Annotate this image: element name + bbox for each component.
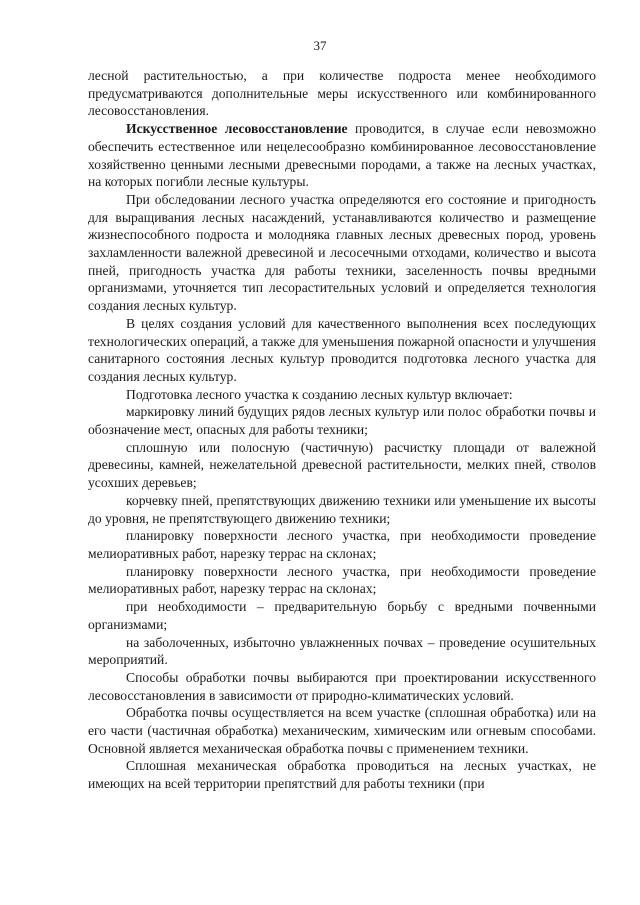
paragraph-text: проводится, в случае если невозможно обеспечить естественное или нецелесообразно комбинированное лесовосстановление хозяйственно ценными лесными древесными породами, а также на лесных участках, на которых погибли лесные культуры. xyxy=(88,121,596,190)
paragraph: Сплошная механическая обработка проводиться на лесных участках, не имеющих на всей территории препятствий для работы техники (при xyxy=(88,758,596,792)
paragraph: Подготовка лесного участка к созданию лесных культур включает: xyxy=(126,386,513,402)
bold-term: Искусственное лесовосстановление xyxy=(126,121,348,137)
list-item: при необходимости – предварительную борьбу с вредными почвенными организмами; xyxy=(88,599,596,632)
paragraph: Способы обработки почвы выбираются при проектировании искусственного лесовосстановления в зависимости от природно-климатических условий. xyxy=(88,669,596,703)
list-item: маркировку линий будущих рядов лесных культур или полос обработки почвы и обозначение мест, опасных для работы техники; xyxy=(88,404,596,438)
list-item: на заболоченных, избыточно увлажненных почвах – проведение осушительных мероприятий. xyxy=(88,634,596,668)
paragraph: При обследовании лесного участка определяются его состояние и пригодность для выращивания лесных насаждений, устанавливаются количество и размещение жизнеспособного подроста и молодняка главных лесных древесных пород, уровень захламленности валежной древесиной и лесосечными отходами, количество и высота пней, пригодность участка для работы техники, заселенность почвы вредными организмами, уточняется тип лесорастительных условий и определяется технология создания лесных культур. xyxy=(88,191,596,314)
document-body xyxy=(88,67,596,793)
list-item: сплошную или полосную (частичную) расчистку площади от валежной древесины, камней, нежелательной древесной растительности, мелких пней, стволов усохших деревьев; xyxy=(88,439,596,491)
paragraph: лесной растительностью, а при количестве подроста менее необходимого предусматриваются дополнительные меры искусственного или комбинированного лесовосстановления. xyxy=(88,68,596,119)
paragraph xyxy=(88,120,596,191)
paragraph: В целях создания условий для качественного выполнения всех последующих технологических операций, а также для уменьшения пожарной опасности и улучшения санитарного состояния лесных культур проводится подготовка лесного участка для создания лесных культур. xyxy=(88,315,596,384)
list-item: корчевку пней, препятствующих движению техники или уменьшение их высоты до уровня, не препятствующего движению техники; xyxy=(88,492,596,526)
list-item: планировку поверхности лесного участка, при необходимости проведение мелиоративных работ, нарезку террас на склонах; xyxy=(88,563,596,597)
list-item: планировку поверхности лесного участка, при необходимости проведение мелиоративных работ, нарезку террас на склонах; xyxy=(88,528,596,561)
page-number: 37 xyxy=(313,38,327,53)
paragraph: Обработка почвы осуществляется на всем участке (сплошная обработка) или на его части (частичная обработка) механическим, химическим или огневым способами. Основной является механическая обработка почвы с применением техники. xyxy=(88,705,596,756)
